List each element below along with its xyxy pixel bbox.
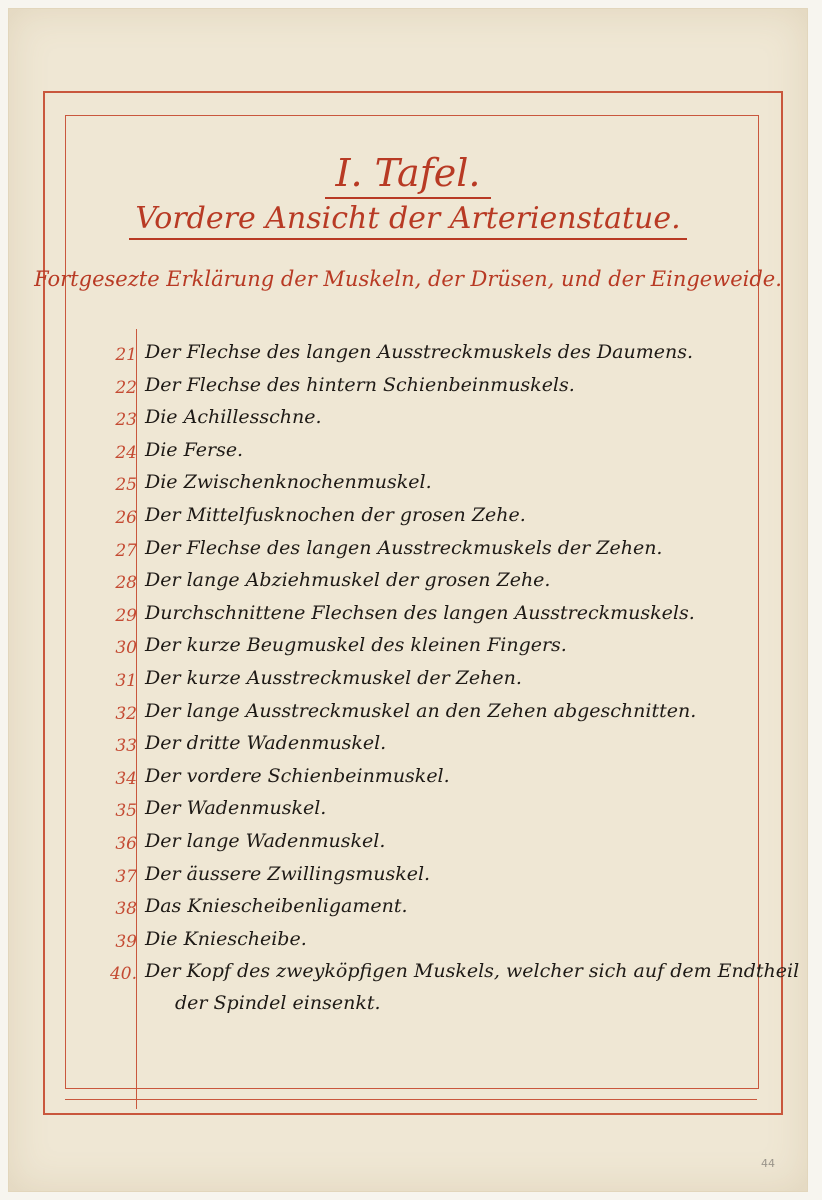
page-caption: Fortgesezte Erklärung der Muskeln, der Drüsen, und der Eingeweide. (34, 267, 782, 291)
entry-number: 31 (115, 670, 137, 691)
entry-text: Der dritte Wadenmuskel. (145, 732, 387, 755)
list-item (97, 861, 747, 894)
entry-text: Das Kniescheibenligament. (145, 895, 408, 918)
entry-number: 23 (115, 410, 137, 431)
entry-number: 26 (115, 507, 137, 528)
entry-text: Durchschnittene Flechsen des langen Ausstreckmuskels. (145, 601, 695, 624)
list-item (97, 698, 747, 731)
page-title: I. Tafel. (9, 151, 807, 195)
entry-number: 39 (115, 931, 137, 952)
list-item (97, 893, 747, 926)
entry-number: 34 (115, 768, 137, 789)
list-item (97, 372, 747, 405)
entry-text: Der vordere Schienbeinmuskel. (145, 764, 450, 787)
entry-text: Der kurze Ausstreckmuskel der Zehen. (145, 666, 522, 689)
manuscript-page (8, 8, 808, 1192)
entry-text: Der Wadenmuskel. (145, 797, 327, 820)
entry-number: 22 (115, 377, 137, 398)
entry-number: 37 (115, 866, 137, 887)
list-item (97, 437, 747, 470)
entry-number: 21 (115, 345, 137, 365)
bottom-rule (65, 1099, 757, 1100)
entry-text: Der lange Abziehmuskel der grosen Zehe. (145, 569, 551, 592)
entry-text: Die Kniescheibe. (145, 927, 307, 950)
entry-number: 36 (115, 833, 137, 854)
entry-text: Der lange Wadenmuskel. (145, 829, 386, 852)
list-item (97, 567, 747, 600)
list-item (97, 535, 747, 568)
entry-text-continuation: der Spindel einsenkt. (175, 992, 381, 1015)
list-item (97, 795, 747, 828)
entry-text: Die Zwischenknochenmuskel. (145, 471, 432, 494)
page-subtitle: Vordere Ansicht der Arterienstatue. (9, 201, 807, 236)
entry-list (97, 339, 800, 1015)
entry-number: 35 (115, 801, 137, 822)
list-item (97, 763, 747, 796)
entry-text: Der lange Ausstreckmuskel an den Zehen abgeschnitten. (145, 699, 697, 722)
entry-text: Der kurze Beugmuskel des kleinen Fingers. (145, 634, 567, 657)
list-item (97, 958, 800, 1015)
list-item (97, 632, 747, 665)
list-item (97, 339, 747, 372)
list-item (97, 404, 747, 437)
list-item (97, 665, 747, 698)
entry-number: 27 (115, 540, 137, 561)
entry-number: 40. (109, 964, 137, 985)
entry-text: Der Kopf des zweyköpfigen Muskels, welcher sich auf dem Endtheil (145, 960, 800, 983)
entry-text: Der Flechse des hintern Schienbeinmuskels. (145, 373, 575, 396)
entry-number: 24 (115, 442, 137, 463)
entry-text: Der Mittelfusknochen der grosen Zehe. (145, 503, 526, 526)
entry-text: Die Achillesschne. (145, 406, 322, 429)
list-item (97, 730, 747, 763)
entry-text: Der Flechse des langen Ausstreckmuskels der Zehen. (145, 536, 663, 559)
entry-text: Der äussere Zwillingsmuskel. (145, 862, 431, 885)
entry-number: 33 (115, 736, 137, 757)
entry-number: 32 (115, 703, 137, 724)
entry-text: Der Flechse des langen Ausstreckmuskels des Daumens. (145, 341, 694, 363)
entry-number: 38 (115, 899, 137, 920)
entry-number: 30 (115, 638, 137, 659)
entry-number: 28 (115, 573, 137, 594)
list-item (97, 600, 747, 633)
list-item (97, 469, 747, 502)
pencil-folio-note: 44 (761, 1157, 775, 1170)
entry-number: 29 (115, 605, 137, 626)
entry-text: Die Ferse. (145, 438, 244, 461)
list-item (97, 926, 747, 959)
list-item (97, 502, 747, 535)
entry-number: 25 (115, 475, 137, 496)
list-item (97, 828, 747, 861)
